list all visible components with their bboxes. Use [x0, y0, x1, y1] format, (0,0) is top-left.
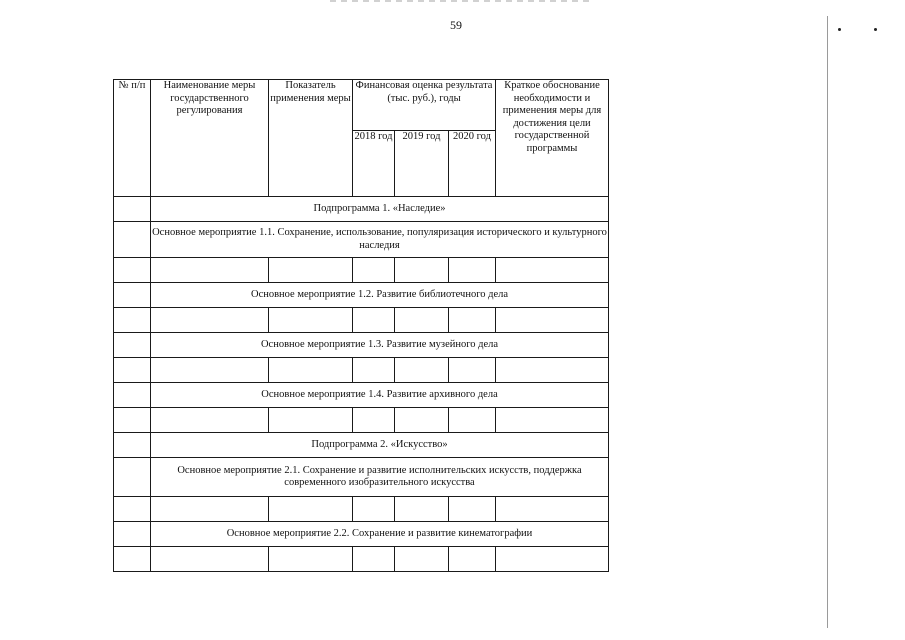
- empty-cell: [496, 547, 609, 572]
- section-row: [114, 522, 609, 547]
- section-row: [114, 458, 609, 497]
- section-row: [114, 433, 609, 458]
- empty-cell: [395, 308, 449, 333]
- table-row: [114, 308, 609, 333]
- scan-speck: [838, 28, 841, 31]
- main-activity-title: Основное мероприятие 1.1. Сохранение, использование, популяризация исторического и культурного наследия: [151, 222, 609, 258]
- empty-cell: [269, 497, 353, 522]
- main-activity-title: Основное мероприятие 1.4. Развитие архивного дела: [151, 383, 609, 408]
- empty-cell: [269, 408, 353, 433]
- empty-cell: [114, 308, 151, 333]
- empty-cell: [496, 258, 609, 283]
- empty-cell: [353, 258, 395, 283]
- main-activity-title: Основное мероприятие 2.1. Сохранение и развитие исполнительских искусств, поддержка современного изобразительного искусства: [151, 458, 609, 497]
- num-cell: [114, 333, 151, 358]
- empty-cell: [114, 408, 151, 433]
- empty-cell: [496, 408, 609, 433]
- num-cell: [114, 197, 151, 222]
- num-cell: [114, 458, 151, 497]
- scan-speck: [874, 28, 877, 31]
- num-cell: [114, 283, 151, 308]
- num-cell: [114, 522, 151, 547]
- empty-cell: [353, 358, 395, 383]
- section-row: [114, 333, 609, 358]
- table-row: [114, 547, 609, 572]
- num-cell: [114, 222, 151, 258]
- empty-cell: [269, 258, 353, 283]
- scan-artifact-line: [330, 0, 590, 2]
- empty-cell: [151, 497, 269, 522]
- main-activity-title: Основное мероприятие 2.2. Сохранение и развитие кинематографии: [151, 522, 609, 547]
- empty-cell: [449, 408, 496, 433]
- empty-cell: [151, 308, 269, 333]
- empty-cell: [395, 497, 449, 522]
- page-edge-line: [827, 16, 828, 628]
- section-row: [114, 222, 609, 258]
- table-row: [114, 408, 609, 433]
- empty-cell: [449, 308, 496, 333]
- subprogram-title: Подпрограмма 1. «Наследие»: [151, 197, 609, 222]
- section-row: [114, 197, 609, 222]
- main-activity-title: Основное мероприятие 1.3. Развитие музейного дела: [151, 333, 609, 358]
- header-measure-name: Наименование меры государственного регулирования: [151, 80, 269, 197]
- table-row: [114, 258, 609, 283]
- empty-cell: [151, 547, 269, 572]
- table-row: [114, 497, 609, 522]
- empty-cell: [114, 358, 151, 383]
- empty-cell: [269, 308, 353, 333]
- empty-cell: [449, 258, 496, 283]
- header-year-2019: 2019 год: [395, 131, 449, 197]
- empty-cell: [449, 358, 496, 383]
- empty-cell: [269, 358, 353, 383]
- header-justification: Краткое обоснование необходимости и применения меры для достижения цели государственной программы: [496, 80, 609, 197]
- empty-cell: [395, 408, 449, 433]
- header-row: [114, 80, 609, 131]
- page-number: 59: [450, 18, 462, 32]
- section-row: [114, 383, 609, 408]
- num-cell: [114, 383, 151, 408]
- table-row: [114, 358, 609, 383]
- empty-cell: [449, 547, 496, 572]
- measures-table: [113, 79, 609, 572]
- header-indicator: Показатель применения меры: [269, 80, 353, 197]
- header-num: № п/п: [114, 80, 151, 197]
- section-row: [114, 283, 609, 308]
- empty-cell: [269, 547, 353, 572]
- header-financial-estimate: Финансовая оценка результата (тыс. руб.), годы: [353, 80, 496, 131]
- empty-cell: [114, 547, 151, 572]
- header-year-2020: 2020 год: [449, 131, 496, 197]
- empty-cell: [449, 497, 496, 522]
- empty-cell: [353, 408, 395, 433]
- empty-cell: [496, 497, 609, 522]
- empty-cell: [353, 547, 395, 572]
- main-activity-title: Основное мероприятие 1.2. Развитие библиотечного дела: [151, 283, 609, 308]
- empty-cell: [395, 547, 449, 572]
- empty-cell: [114, 497, 151, 522]
- subprogram-title: Подпрограмма 2. «Искусство»: [151, 433, 609, 458]
- empty-cell: [151, 408, 269, 433]
- empty-cell: [151, 358, 269, 383]
- empty-cell: [353, 497, 395, 522]
- empty-cell: [496, 308, 609, 333]
- empty-cell: [114, 258, 151, 283]
- empty-cell: [151, 258, 269, 283]
- empty-cell: [496, 358, 609, 383]
- header-year-2018: 2018 год: [353, 131, 395, 197]
- empty-cell: [395, 258, 449, 283]
- empty-cell: [353, 308, 395, 333]
- empty-cell: [395, 358, 449, 383]
- num-cell: [114, 433, 151, 458]
